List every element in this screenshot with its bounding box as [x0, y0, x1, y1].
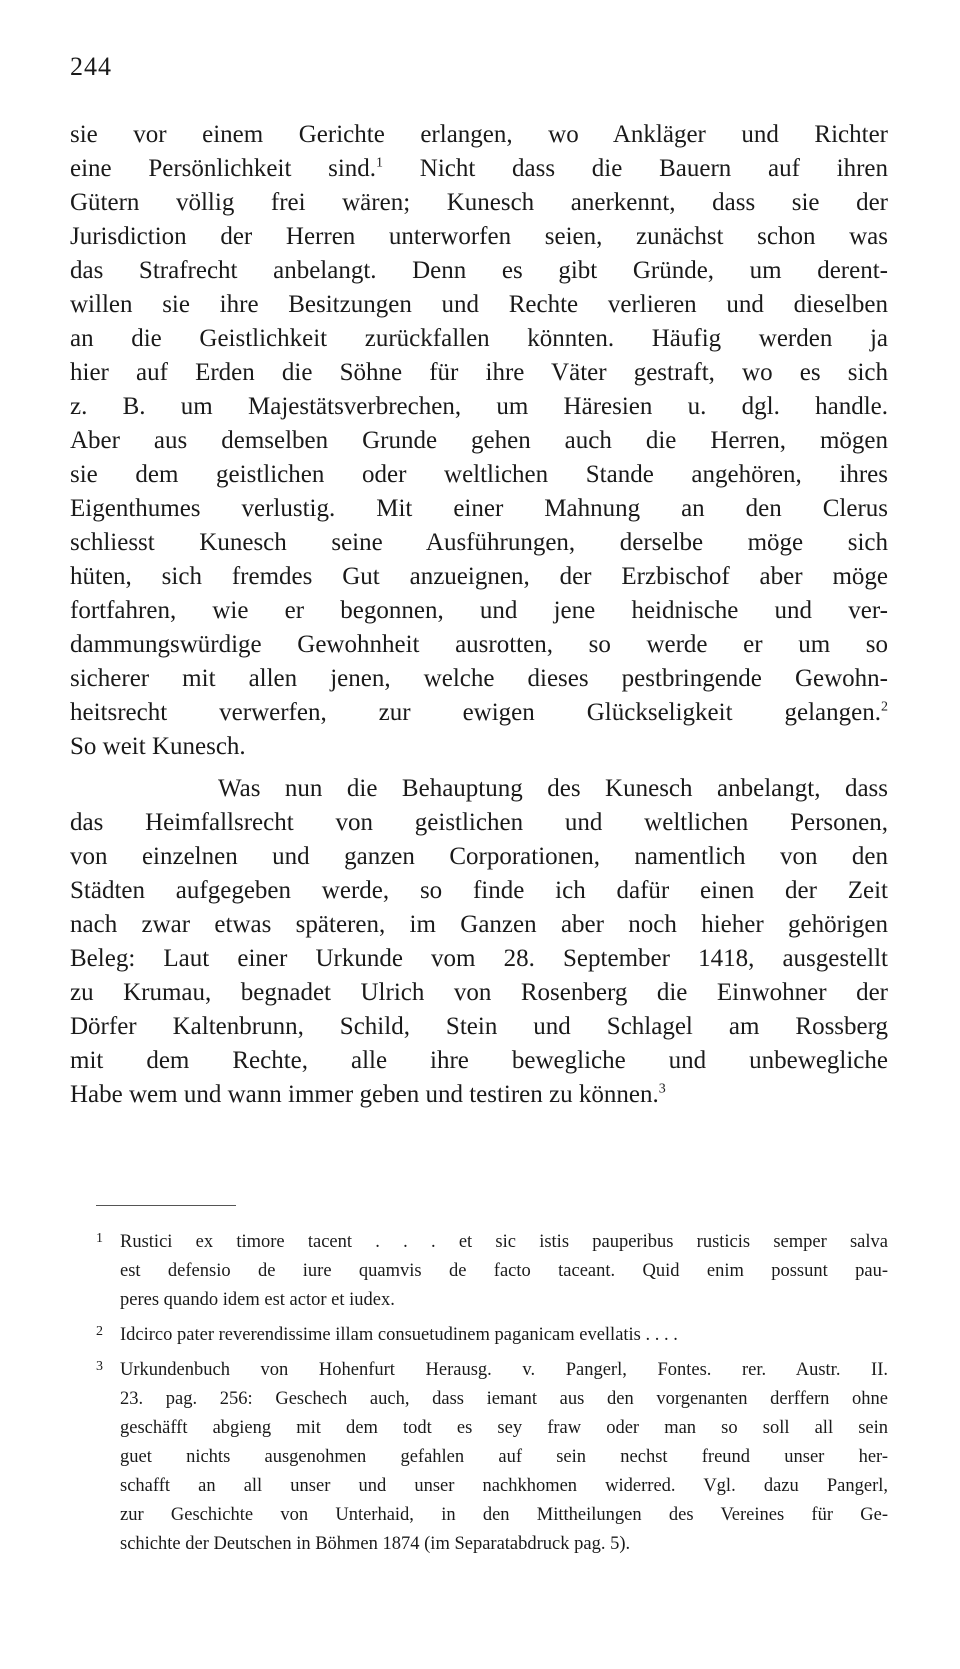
footnote-2 [96, 1321, 888, 1350]
text-line: von einzelnen und ganzen Corporationen, namentlich von den [70, 843, 888, 870]
text-line [70, 1078, 888, 1112]
text-line: willen sie ihre Besitzungen und Rechte verlieren und dieselben [70, 291, 888, 318]
footnote-number: 2 [96, 1324, 103, 1339]
text-line: an die Geistlichkeit zurückfallen könnten. Häufig werden ja [70, 325, 888, 352]
text-line: Jurisdiction der Herren unterworfen seien, zunächst schon was [70, 223, 888, 250]
footnote-divider [96, 1205, 236, 1206]
text-line-segment: Habe wem und wann immer geben und testiren zu können. [70, 1081, 659, 1108]
paragraph-1 [70, 118, 888, 764]
footnote-line: 23. pag. 256: Geschech auch, dass iemant aus den vorgenanten derffern ohne [120, 1389, 888, 1409]
text-line: sie vor einem Gerichte erlangen, wo Ankläger und Richter [70, 121, 888, 148]
text-line: Was nun die Behauptung des Kunesch anbelangt, dass [218, 775, 888, 802]
text-line: das Strafrecht anbelangt. Denn es gibt Gründe, um derent- [70, 257, 888, 284]
page-number: 244 [70, 52, 112, 81]
footnote-line: geschäfft abgieng mit dem todt es sey fraw oder man so soll all sein [120, 1418, 888, 1438]
text-line: sie dem geistlichen oder weltlichen Stande angehören, ihres [70, 461, 888, 488]
text-line: Aber aus demselben Grunde gehen auch die Herren, mögen [70, 427, 888, 454]
text-line: z. B. um Majestätsverbrechen, um Häresien u. dgl. handle. [70, 393, 888, 420]
footnote-marker: 2 [881, 699, 888, 715]
footnote-line: schafft an all unser und unser nachkhomen widerred. Vgl. dazu Pangerl, [120, 1476, 888, 1496]
footnote-3 [96, 1356, 888, 1559]
footnote-line: schichte der Deutschen in Böhmen 1874 (im Separatabdruck pag. 5). [120, 1534, 631, 1554]
text-line: nach zwar etwas späteren, im Ganzen aber noch hieher gehörigen [70, 911, 888, 938]
text-line: zu Krumau, begnadet Ulrich von Rosenberg die Einwohner der [70, 979, 888, 1006]
text-line: sicherer mit allen jenen, welche dieses pestbringende Gewohn- [70, 665, 888, 692]
text-line-segment: Nicht dass die Bauern auf ihren [383, 155, 889, 182]
text-line: hier auf Erden die Söhne für ihre Väter gestraft, wo es sich [70, 359, 888, 386]
text-line: Gütern völlig frei wären; Kunesch anerkennt, dass sie der [70, 189, 888, 216]
footnote-line: Rustici ex timore tacent . . . et sic istis pauperibus rusticis semper salva [120, 1232, 888, 1252]
footnote-marker: 3 [658, 1081, 666, 1097]
footnote-marker: 1 [376, 155, 384, 171]
text-line: dammungswürdige Gewohnheit ausrotten, so werde er um so [70, 631, 888, 658]
text-line: hüten, sich fremdes Gut anzueignen, der Erzbischof aber möge [70, 563, 888, 590]
footnote-line: Urkundenbuch von Hohenfurt Herausg. v. Pangerl, Fontes. rer. Austr. II. [120, 1360, 888, 1380]
footnote-number: 3 [96, 1359, 103, 1374]
footnote-line: zur Geschichte von Unterhaid, in den Mittheilungen des Vereines für Ge- [120, 1505, 888, 1525]
text-line: So weit Kunesch. [70, 733, 246, 760]
text-line: das Heimfallsrecht von geistlichen und weltlichen Personen, [70, 809, 888, 836]
footnote-line: Idcirco pater reverendissime illam consuetudinem paganicam evellatis . . . . [120, 1325, 678, 1345]
text-line [70, 696, 888, 730]
footnote-1 [96, 1228, 888, 1315]
footnote-line: peres quando idem est actor et iudex. [120, 1290, 395, 1310]
footnote-line: guet nichts ausgenohmen gefahlen auf sein nechst freund unser her- [120, 1447, 888, 1467]
text-line: Dörfer Kaltenbrunn, Schild, Stein und Schlagel am Rossberg [70, 1013, 888, 1040]
text-line: fortfahren, wie er begonnen, und jene heidnische und ver- [70, 597, 888, 624]
text-line: Beleg: Laut einer Urkunde vom 28. September 1418, ausgestellt [70, 945, 888, 972]
text-line: mit dem Rechte, alle ihre bewegliche und unbewegliche [70, 1047, 888, 1074]
paragraph-2 [70, 772, 888, 1112]
text-line [70, 152, 888, 186]
text-line: schliesst Kunesch seine Ausführungen, derselbe möge sich [70, 529, 888, 556]
footnote-line: est defensio de iure quamvis de facto taceant. Quid enim possunt pau- [120, 1261, 888, 1281]
text-line: Eigenthumes verlustig. Mit einer Mahnung an den Clerus [70, 495, 888, 522]
footnotes [96, 1228, 888, 1565]
text-line: Städten aufgegeben werde, so finde ich dafür einen der Zeit [70, 877, 888, 904]
text-line-segment: eine Persönlichkeit sind. [70, 155, 377, 182]
footnote-number: 1 [96, 1231, 103, 1246]
main-text [70, 118, 888, 1112]
text-line-segment: heitsrecht verwerfen, zur ewigen Glückseligkeit gelangen. [70, 699, 881, 726]
